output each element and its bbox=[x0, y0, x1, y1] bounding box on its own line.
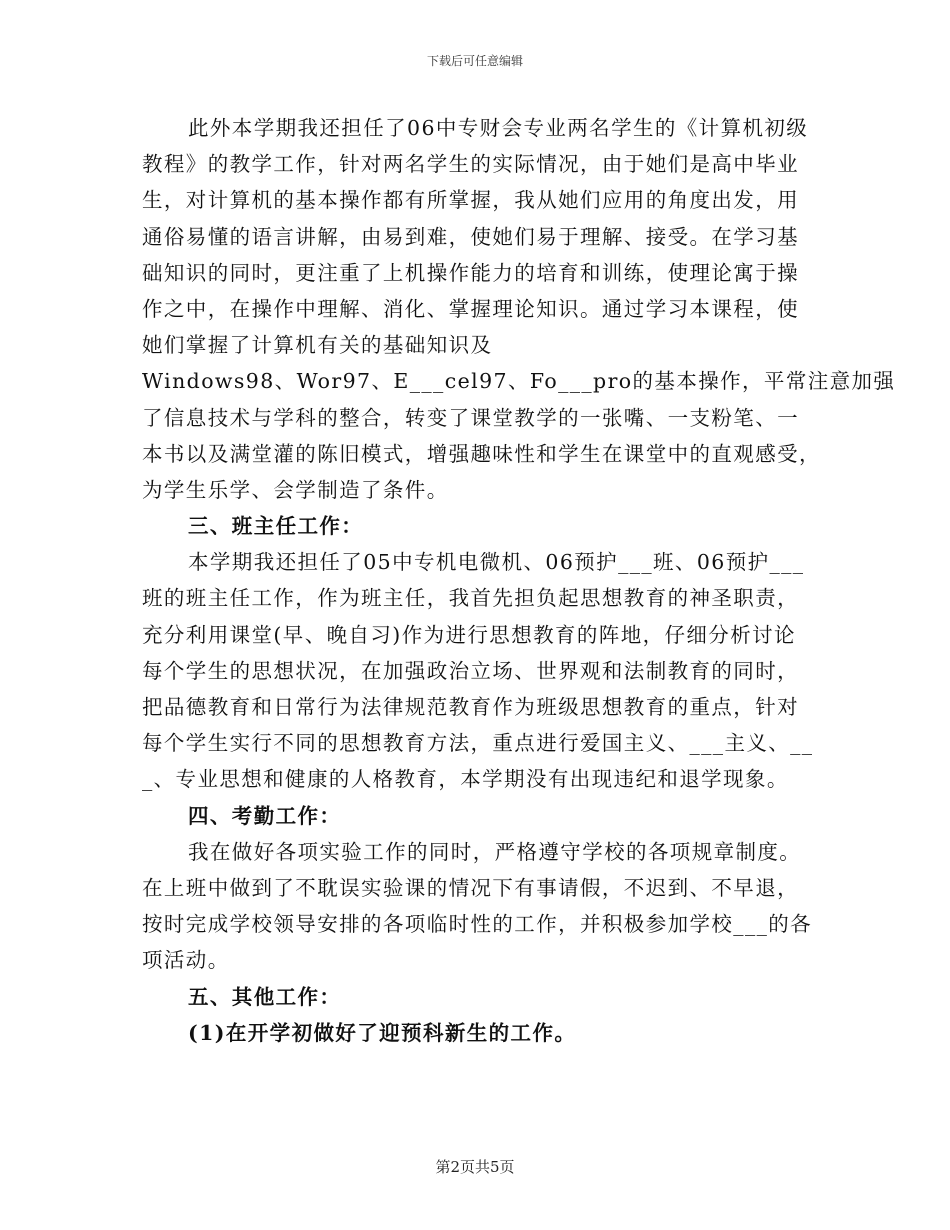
body-text-line: 每个学生实行不同的思想教育方法，重点进行爱国主义、___主义、__ bbox=[142, 731, 814, 756]
section-heading: (1)在开学初做好了迎预科新生的工作。 bbox=[188, 1020, 577, 1045]
body-text-line: 通俗易懂的语言讲解，由易到难，使她们易于理解、接受。在学习基 bbox=[142, 224, 799, 249]
body-text-line: 按时完成学校领导安排的各项临时性的工作，并积极参加学校___的各 bbox=[142, 912, 813, 937]
body-text-line: 项活动。 bbox=[142, 948, 230, 973]
body-text-line: 本学期我还担任了05中专机电微机、06预护___班、06预护___ bbox=[188, 550, 805, 575]
body-text-line: 在上班中做到了不耽误实验课的情况下有事请假，不迟到、不早退， bbox=[142, 875, 799, 900]
page-header: 下载后可任意编辑 bbox=[426, 54, 523, 68]
body-text-line: 充分利用课堂(早、晚自习)作为进行思想教育的阵地，仔细分析讨论 bbox=[142, 622, 796, 647]
body-text-line: 本书以及满堂灌的陈旧模式，增强趣味性和学生在课堂中的直观感受， bbox=[142, 441, 821, 466]
body-text-line: _、专业思想和健康的人格教育，本学期没有出现违纪和退学现象。 bbox=[142, 767, 789, 792]
section-heading: 五、其他工作： bbox=[188, 984, 342, 1009]
body-text-line: 为学生乐学、会学制造了条件。 bbox=[142, 477, 449, 502]
body-text-line: 生，对计算机的基本操作都有所掌握，我从她们应用的角度出发，用 bbox=[142, 188, 799, 213]
section-heading: 三、班主任工作： bbox=[188, 514, 364, 539]
body-text-line: 班的班主任工作，作为班主任，我首先担负起思想教育的神圣职责， bbox=[142, 586, 799, 611]
body-text-line: 把品德教育和日常行为法律规范教育作为班级思想教育的重点，针对 bbox=[142, 695, 799, 719]
body-text-line: Windows98、Wor97、E___cel97、Fo___pro的基本操作，平常注意加强 bbox=[142, 369, 896, 394]
body-text-line: 她们掌握了计算机有关的基础知识及 bbox=[142, 333, 493, 358]
body-text-line: 作之中，在操作中理解、消化、掌握理论知识。通过学习本课程，使 bbox=[142, 296, 799, 321]
body-text-line: 教程》的教学工作，针对两名学生的实际情况，由于她们是高中毕业 bbox=[142, 152, 799, 177]
document-body bbox=[142, 110, 896, 1051]
page-footer: 第2页共5页 bbox=[435, 1158, 515, 1176]
body-text-line: 此外本学期我还担任了06中专财会专业两名学生的《计算机初级 bbox=[188, 116, 809, 140]
section-heading: 四、考勤工作： bbox=[188, 803, 342, 828]
body-text-line: 我在做好各项实验工作的同时，严格遵守学校的各项规章制度。 bbox=[188, 839, 802, 864]
body-text-line: 础知识的同时，更注重了上机操作能力的培育和训练，使理论寓于操 bbox=[142, 260, 799, 285]
body-text-line: 每个学生的思想状况，在加强政治立场、世界观和法制教育的同时， bbox=[142, 658, 799, 683]
body-text-line: 了信息技术与学科的整合，转变了课堂教学的一张嘴、一支粉笔、一 bbox=[142, 405, 799, 430]
